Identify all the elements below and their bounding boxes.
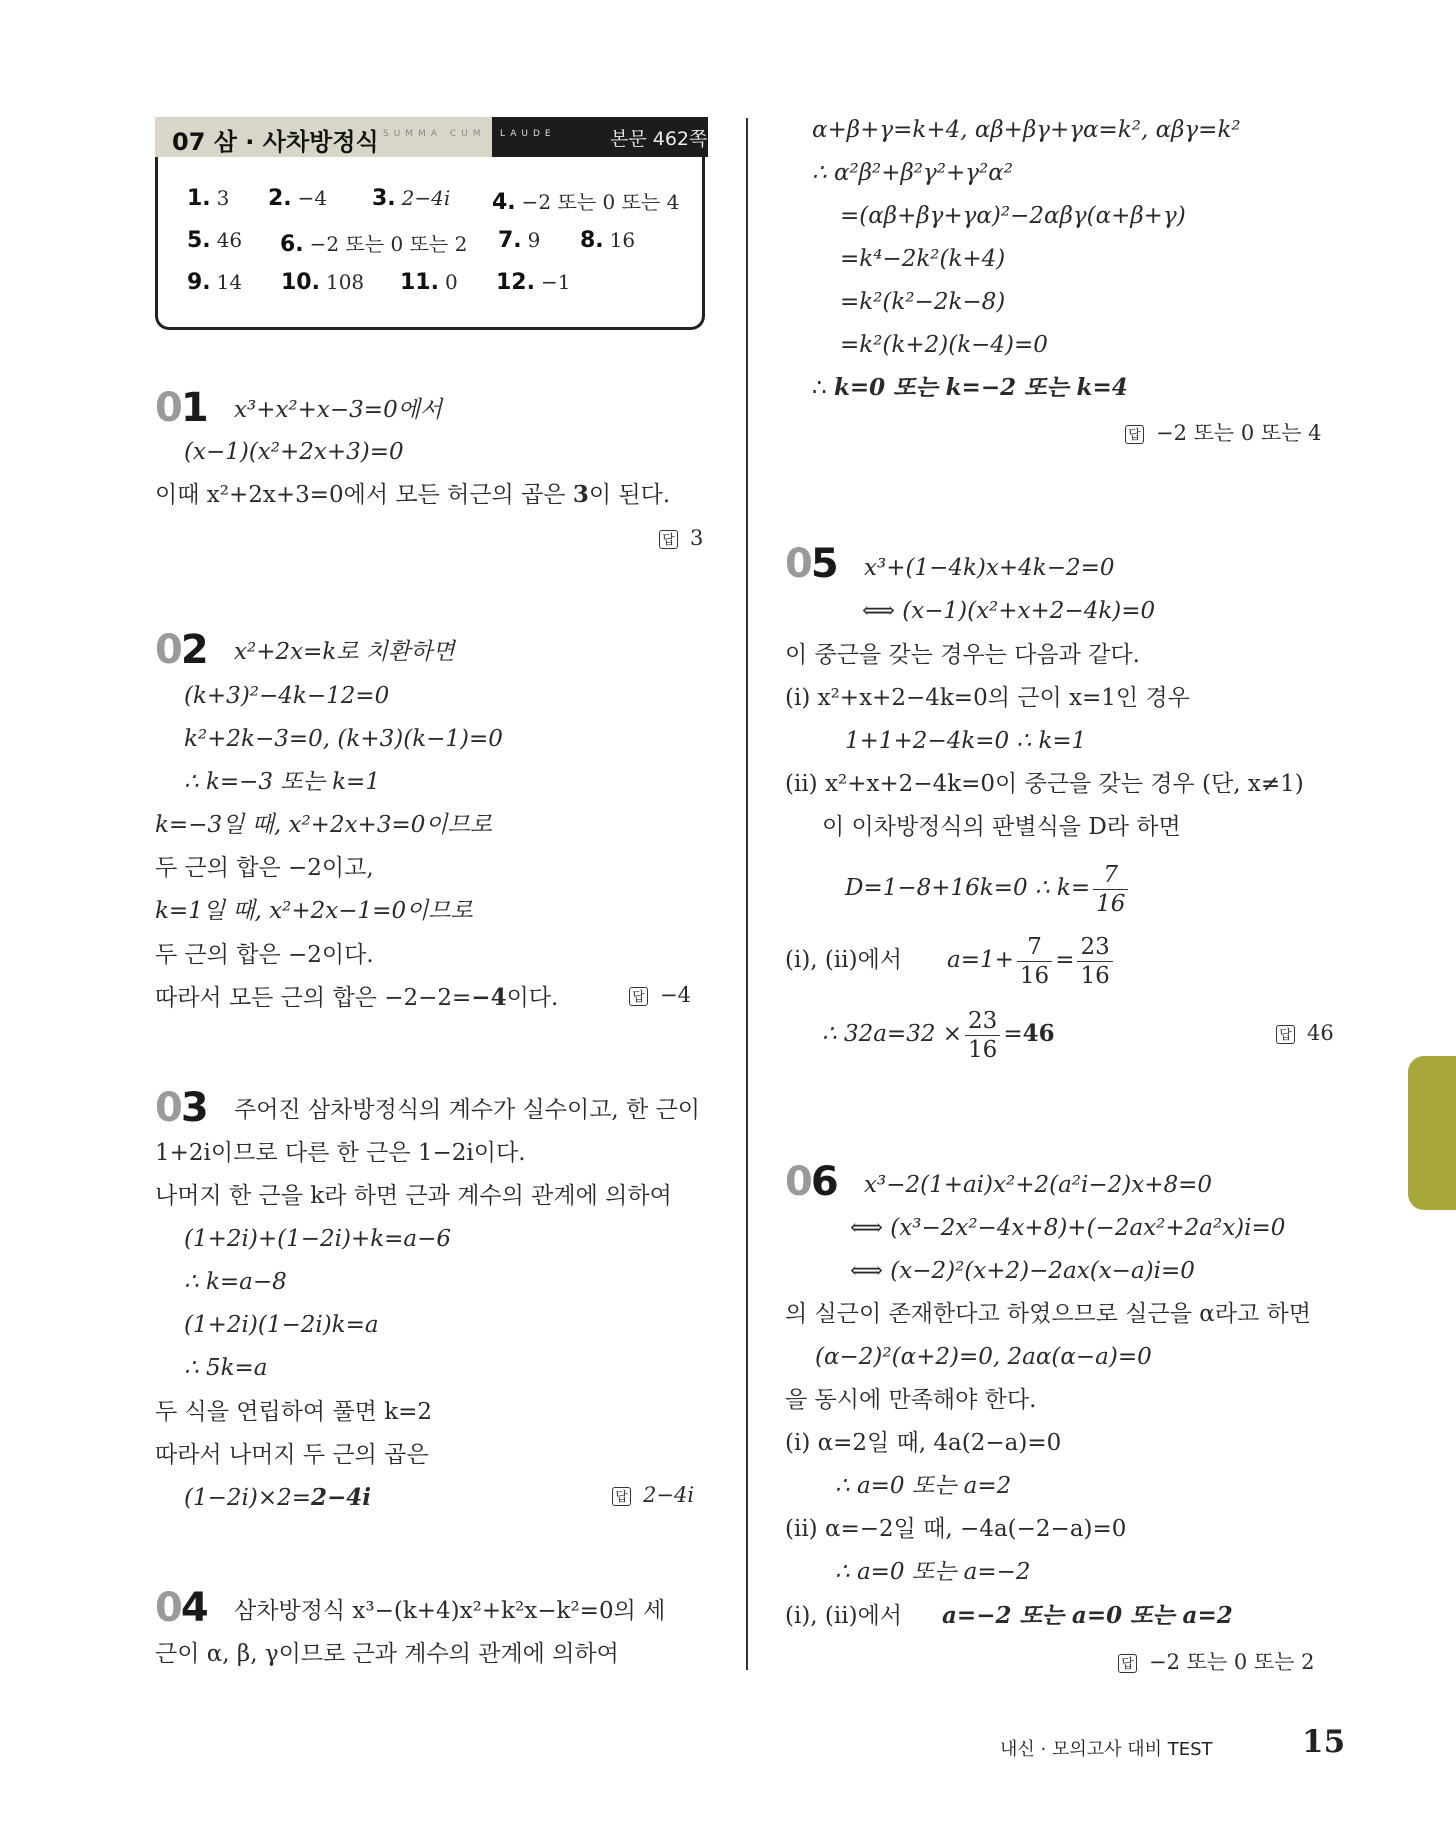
- solution-line: 두 근의 합은 −2이고,: [155, 855, 374, 881]
- answer-item: 12. −1: [496, 270, 571, 295]
- solution-line: (i), (ii)에서 a=−2 또는 a=0 또는 a=2: [785, 1602, 1233, 1629]
- solution-line: ⟺ (x−2)²(x+2)−2ax(x−a)i=0: [850, 1258, 1195, 1284]
- solution-line: (1+2i)(1−2i)k=a: [184, 1312, 379, 1338]
- solution-line: (ii) α=−2일 때, −4a(−2−a)=0: [785, 1516, 1127, 1542]
- solution-line: 두 근의 합은 −2이다.: [155, 942, 374, 968]
- solution-line: ∴ 32a=32 × $\frac{23}{16}$ =46: [822, 1007, 1055, 1063]
- problem-number-04: 04: [155, 1585, 207, 1631]
- solution-line: k=1일 때, x²+2x−1=0이므로: [155, 898, 473, 924]
- answer-item: 9. 14: [187, 270, 243, 295]
- solution-line: 따라서 모든 근의 합은 −2−2=−4이다.: [155, 984, 559, 1011]
- problem-number-05: 05: [785, 541, 837, 587]
- answer-icon: 답: [1118, 1654, 1137, 1673]
- solution-line: 의 실근이 존재한다고 하였으므로 실근을 α라고 하면: [785, 1301, 1311, 1327]
- solution-line: ∴ k=0 또는 k=−2 또는 k=4: [812, 374, 1128, 401]
- solution-line: ⟺ (x³−2x²−4x+8)+(−2ax²+2a²x)i=0: [850, 1215, 1286, 1241]
- answer-item: 1. 3: [187, 186, 230, 211]
- answer-item: 3. 2−4i: [372, 186, 451, 211]
- chapter-side-tab: [1408, 1056, 1456, 1210]
- solution-line: k²+2k−3=0, (k+3)(k−1)=0: [184, 726, 503, 752]
- page-reference: 본문 462쪽: [610, 128, 708, 150]
- solution-line: =k²(k+2)(k−4)=0: [840, 332, 1048, 358]
- answer-item: 8. 16: [580, 228, 636, 253]
- problem-number-06: 06: [785, 1159, 837, 1205]
- brand-summa-cum: SUMMA CUM: [383, 129, 486, 139]
- solution-line: 주어진 삼차방정식의 계수가 실수이고, 한 근이: [234, 1097, 701, 1123]
- fraction: $\frac{7}{16}$: [1093, 861, 1128, 918]
- solution-line: ∴ 5k=a: [184, 1355, 268, 1381]
- solution-line: D=1−8+16k=0 ∴ k= $\frac{7}{16}$: [845, 858, 1131, 918]
- answer-icon: 답: [629, 987, 648, 1006]
- solution-line: ∴ k=a−8: [184, 1269, 287, 1295]
- problem-number-03: 03: [155, 1085, 207, 1131]
- solution-line: x²+2x=k로 치환하면: [234, 639, 455, 665]
- solution-line: =k²(k²−2k−8): [840, 289, 1006, 315]
- solution-line: ∴ α²β²+β²γ²+γ²α²: [812, 160, 1013, 186]
- answer-item: 6. −2 또는 0 또는 2: [280, 232, 468, 257]
- problem-number-01: 01: [155, 385, 207, 431]
- answer-marker: 답 −4: [629, 983, 691, 1007]
- solution-line: 두 식을 연립하여 풀면 k=2: [155, 1399, 433, 1425]
- answer-icon: 답: [612, 1487, 631, 1506]
- solution-line: 삼차방정식 x³−(k+4)x²+k²x−k²=0의 세: [234, 1598, 666, 1624]
- solution-line: x³+(1−4k)x+4k−2=0: [864, 555, 1115, 581]
- solution-line: ∴ k=−3 또는 k=1: [184, 769, 380, 795]
- column-divider: [746, 118, 748, 1670]
- answer-marker: 답 2−4i: [612, 1483, 694, 1507]
- solution-line: =k⁴−2k²(k+4): [840, 246, 1006, 272]
- fraction: $\frac{23}{16}$: [965, 1007, 1000, 1064]
- solution-line: 1+2i이므로 다른 한 근은 1−2i이다.: [155, 1140, 526, 1166]
- solution-line: (x−1)(x²+2x+3)=0: [184, 439, 404, 465]
- answer-marker: 답 −2 또는 0 또는 4: [1125, 417, 1322, 447]
- answer-box-header: [155, 117, 708, 157]
- footer-book-title: 내신 · 모의고사 대비 TEST: [1000, 1739, 1213, 1760]
- chapter-title: 07 삼 · 사차방정식: [172, 128, 379, 156]
- solution-line: ∴ a=0 또는 a=−2: [835, 1559, 1031, 1585]
- answer-icon: 답: [659, 530, 678, 549]
- solution-line: 근이 α, β, γ이므로 근과 계수의 관계에 의하여: [155, 1641, 619, 1667]
- solution-line: (1−2i)×2=2−4i: [184, 1484, 372, 1511]
- solution-line: (i) x²+x+2−4k=0의 근이 x=1인 경우: [785, 685, 1190, 711]
- answer-item: 5. 46: [187, 228, 243, 253]
- solution-line: (α−2)²(α+2)=0, 2aα(α−a)=0: [815, 1344, 1152, 1370]
- solution-line: (k+3)²−4k−12=0: [184, 683, 390, 709]
- solution-line: (1+2i)+(1−2i)+k=a−6: [184, 1226, 452, 1252]
- solution-line: 나머지 한 근을 k라 하면 근과 계수의 관계에 의하여: [155, 1183, 672, 1209]
- page-number: 15: [1302, 1724, 1346, 1760]
- answer-icon: 답: [1276, 1025, 1295, 1044]
- solution-line: (i) α=2일 때, 4a(2−a)=0: [785, 1430, 1062, 1456]
- problem-number-02: 02: [155, 627, 207, 673]
- fraction: $\frac{23}{16}$: [1077, 933, 1112, 990]
- solution-line: (i), (ii)에서 a=1+ $\frac{7}{16}$ = $\frac{23}{16}$: [785, 930, 1116, 990]
- solution-line: 이 이차방정식의 판별식을 D라 하면: [822, 814, 1181, 840]
- answer-item: 11. 0: [400, 270, 458, 295]
- solution-line: 이때 x²+2x+3=0에서 모든 허근의 곱은 3이 된다.: [155, 481, 671, 508]
- solution-line: 따라서 나머지 두 근의 곱은: [155, 1442, 429, 1468]
- fraction: $\frac{7}{16}$: [1017, 933, 1052, 990]
- solution-line: x³+x²+x−3=0에서: [234, 397, 443, 423]
- answer-marker: 답 46: [1276, 1021, 1334, 1045]
- solution-line: ⟺ (x−1)(x²+x+2−4k)=0: [862, 598, 1156, 624]
- answer-icon: 답: [1125, 425, 1144, 444]
- solution-line: ∴ a=0 또는 a=2: [835, 1473, 1012, 1499]
- solution-line: (ii) x²+x+2−4k=0이 중근을 갖는 경우 (단, x≠1): [785, 771, 1304, 797]
- answer-item: 10. 108: [281, 270, 365, 295]
- answer-item: 4. −2 또는 0 또는 4: [492, 190, 680, 215]
- solution-line: α+β+γ=k+4, αβ+βγ+γα=k², αβγ=k²: [812, 117, 1241, 143]
- solution-line: k=−3일 때, x²+2x+3=0이므로: [155, 812, 493, 838]
- solution-line: 1+1+2−4k=0 ∴ k=1: [845, 728, 1087, 754]
- answer-item: 2. −4: [268, 186, 328, 211]
- answer-marker: 답 3: [659, 526, 703, 550]
- solution-line: x³−2(1+ai)x²+2(a²i−2)x+8=0: [864, 1172, 1213, 1198]
- answer-marker: 답 −2 또는 0 또는 2: [1118, 1646, 1315, 1676]
- solution-line: 을 동시에 만족해야 한다.: [785, 1387, 1037, 1413]
- brand-laude: LAUDE: [500, 129, 556, 139]
- solution-line: =(αβ+βγ+γα)²−2αβγ(α+β+γ): [840, 203, 1186, 229]
- solution-line: 이 중근을 갖는 경우는 다음과 같다.: [785, 642, 1140, 668]
- answer-item: 7. 9: [498, 228, 541, 253]
